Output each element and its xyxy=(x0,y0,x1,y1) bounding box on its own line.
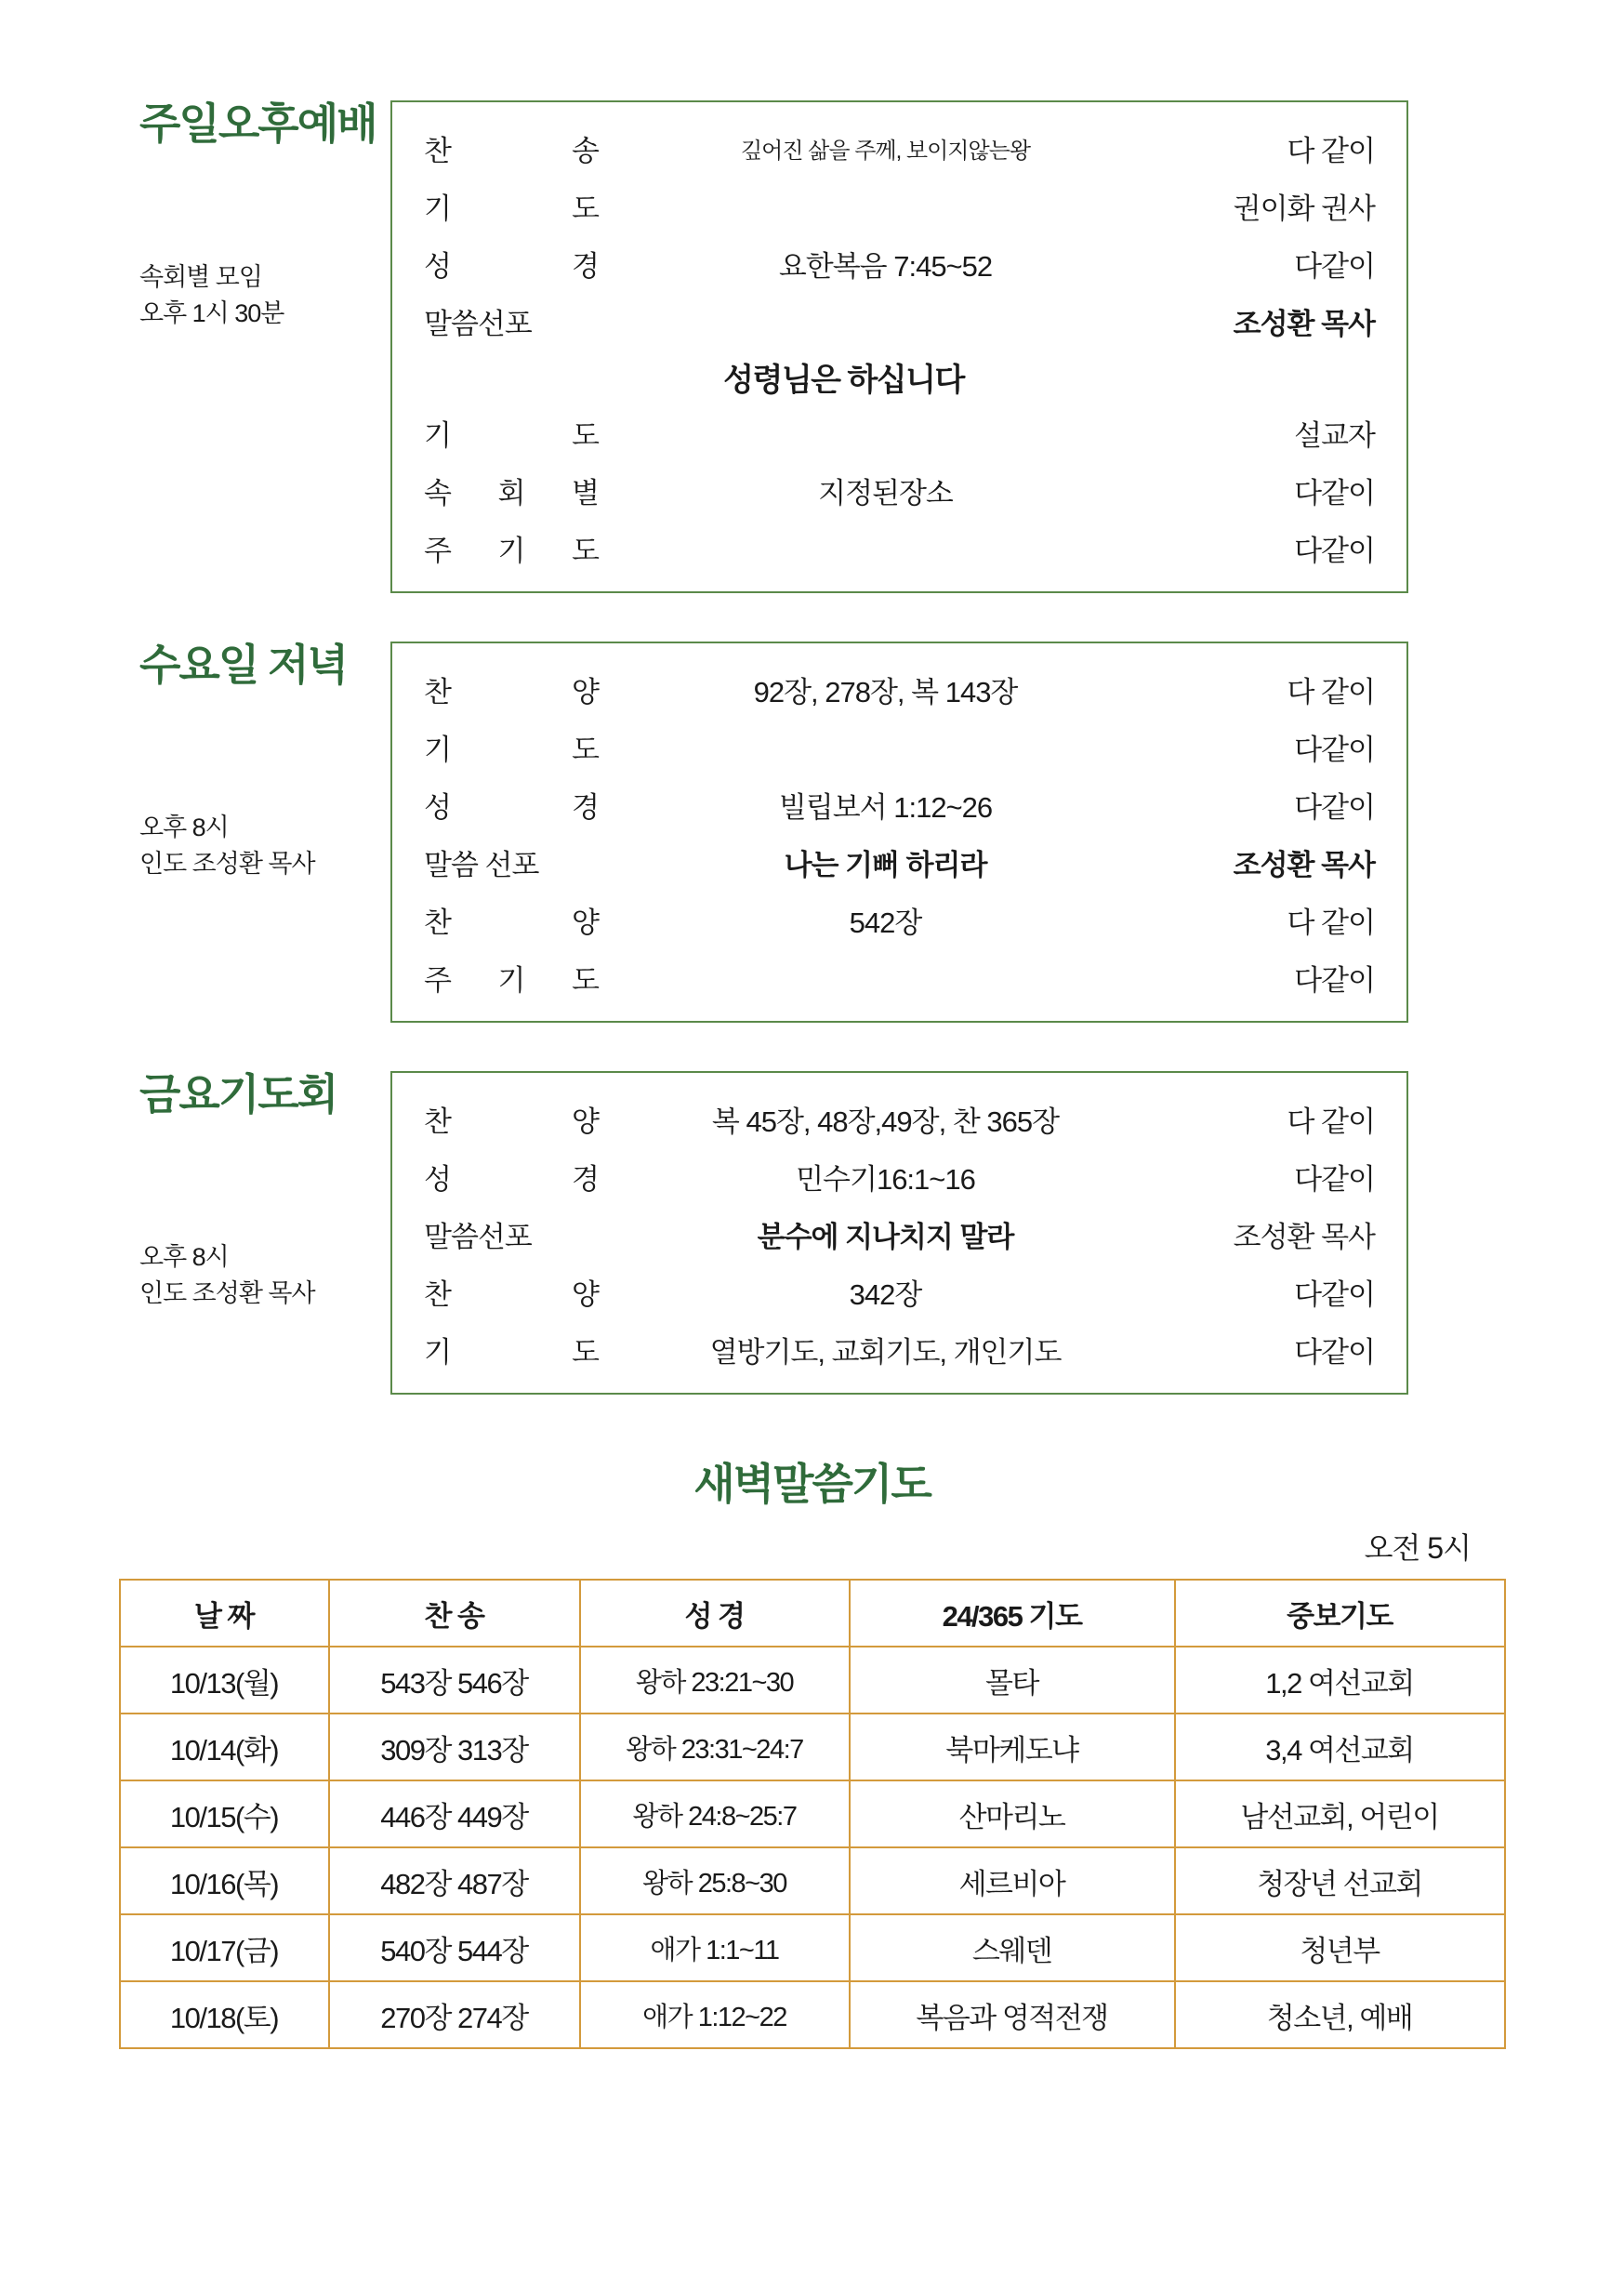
order-detail: 나는 기뻐 하리라 xyxy=(784,848,987,881)
order-row xyxy=(424,404,1375,461)
order-participant: 다같이 xyxy=(1294,790,1375,824)
order-detail: 요한복음 7:45~52 xyxy=(778,249,993,283)
order-label: 찬 송 xyxy=(424,134,599,167)
order-participant: 권이화 권사 xyxy=(1233,192,1375,225)
order-label: 성 경 xyxy=(424,1162,599,1196)
order-row xyxy=(424,234,1375,292)
column-header-24365-prayer: 24/365 기도 xyxy=(850,1580,1175,1647)
cell-intercessory-prayer: 3,4 여선교회 xyxy=(1175,1714,1505,1780)
cell-scripture: 왕하 23:21~30 xyxy=(580,1647,850,1714)
order-participant: 설교자 xyxy=(1294,418,1375,452)
order-row xyxy=(424,1090,1375,1147)
cell-24365-prayer: 세르비아 xyxy=(850,1847,1175,1914)
order-row xyxy=(424,292,1375,350)
table-row xyxy=(120,1647,1505,1714)
order-detail: 민수기16:1~16 xyxy=(796,1162,975,1196)
order-label: 말씀선포 xyxy=(424,1220,532,1253)
service-subtext xyxy=(139,1239,390,1312)
order-row xyxy=(424,119,1375,177)
service-subtext-line-1: 속회별 모임 xyxy=(139,262,262,291)
cell-intercessory-prayer: 1,2 여선교회 xyxy=(1175,1647,1505,1714)
column-header-date: 날 짜 xyxy=(120,1580,329,1647)
service-title: 금요기도회 xyxy=(139,1070,337,1118)
order-label: 찬 양 xyxy=(424,906,599,939)
cell-intercessory-prayer: 청장년 선교회 xyxy=(1175,1847,1505,1914)
cell-24365-prayer: 스웨덴 xyxy=(850,1914,1175,1981)
cell-scripture: 왕하 24:8~25:7 xyxy=(580,1780,850,1847)
dawn-prayer-table xyxy=(119,1579,1506,2049)
order-detail: 542장 xyxy=(849,906,922,939)
order-participant: 조성환 목사 xyxy=(1233,1220,1375,1253)
dawn-prayer-title: 새벽말씀기도 xyxy=(693,1460,931,1508)
table-row xyxy=(120,1981,1505,2048)
order-detail: 깊어진 삶을 주께, 보이지않는왕 xyxy=(740,138,1031,164)
column-header-hymn: 찬 송 xyxy=(329,1580,580,1647)
cell-intercessory-prayer: 청년부 xyxy=(1175,1914,1505,1981)
cell-scripture: 왕하 23:31~24:7 xyxy=(580,1714,850,1780)
order-label: 기 도 xyxy=(424,192,599,225)
service-left-wednesday-evening xyxy=(0,642,390,882)
order-label: 찬 양 xyxy=(424,1105,599,1138)
order-participant: 다 같이 xyxy=(1287,1105,1375,1138)
cell-intercessory-prayer: 남선교회, 어린이 xyxy=(1175,1780,1505,1847)
order-label: 찬 양 xyxy=(424,675,599,708)
service-subtext-line-2: 인도 조성환 목사 xyxy=(139,1278,315,1307)
service-subtext-line-2: 인도 조성환 목사 xyxy=(139,849,315,878)
cell-hymn: 482장 487장 xyxy=(329,1847,580,1914)
order-participant: 다 같이 xyxy=(1287,906,1375,939)
order-row xyxy=(424,461,1375,519)
service-block-sunday-afternoon xyxy=(0,100,1624,593)
service-order-box xyxy=(390,642,1408,1023)
cell-date: 10/17(금) xyxy=(120,1914,329,1981)
order-participant: 다 같이 xyxy=(1287,675,1375,708)
order-row xyxy=(424,1263,1375,1320)
cell-intercessory-prayer: 청소년, 예배 xyxy=(1175,1981,1505,2048)
order-participant: 다같이 xyxy=(1294,249,1375,283)
order-detail: 342장 xyxy=(849,1277,922,1311)
order-participant: 다같이 xyxy=(1294,1162,1375,1196)
cell-24365-prayer: 산마리노 xyxy=(850,1780,1175,1847)
service-title: 수요일 저녁 xyxy=(139,641,347,689)
cell-hymn: 540장 544장 xyxy=(329,1914,580,1981)
column-header-intercessory-prayer: 중보기도 xyxy=(1175,1580,1505,1647)
cell-hymn: 309장 313장 xyxy=(329,1714,580,1780)
cell-24365-prayer: 북마케도냐 xyxy=(850,1714,1175,1780)
order-label: 성 경 xyxy=(424,249,599,283)
order-detail: 분수에 지나치지 말라 xyxy=(757,1220,1014,1253)
order-row xyxy=(424,1205,1375,1263)
service-subtext-line-1: 오후 8시 xyxy=(139,813,229,841)
cell-24365-prayer: 복음과 영적전쟁 xyxy=(850,1981,1175,2048)
order-detail: 지정된장소 xyxy=(818,476,953,509)
service-block-friday-prayer xyxy=(0,1071,1624,1395)
service-subtext xyxy=(139,259,390,332)
service-title: 주일오후예배 xyxy=(139,99,376,148)
order-row xyxy=(424,519,1375,576)
order-detail: 92장, 278장, 복 143장 xyxy=(753,675,1018,708)
order-participant: 조성환 목사 xyxy=(1233,307,1375,340)
cell-date: 10/18(토) xyxy=(120,1981,329,2048)
cell-hymn: 446장 449장 xyxy=(329,1780,580,1847)
order-label: 말씀 선포 xyxy=(424,848,539,881)
table-row xyxy=(120,1714,1505,1780)
cell-hymn: 543장 546장 xyxy=(329,1647,580,1714)
order-row xyxy=(424,948,1375,1006)
order-label: 기 도 xyxy=(424,1335,599,1369)
cell-date: 10/16(목) xyxy=(120,1847,329,1914)
cell-scripture: 왕하 25:8~30 xyxy=(580,1847,850,1914)
service-subtext xyxy=(139,810,390,882)
order-participant: 조성환 목사 xyxy=(1233,848,1375,881)
order-label: 주 기 도 xyxy=(424,534,599,567)
table-row xyxy=(120,1914,1505,1981)
order-row xyxy=(424,660,1375,718)
service-left-friday-prayer xyxy=(0,1071,390,1312)
order-row xyxy=(424,718,1375,775)
order-label: 성 경 xyxy=(424,790,599,824)
order-participant: 다같이 xyxy=(1294,963,1375,997)
order-detail: 복 45장, 48장,49장, 찬 365장 xyxy=(711,1105,1060,1138)
order-detail: 열방기도, 교회기도, 개인기도 xyxy=(709,1335,1062,1369)
order-label: 기 도 xyxy=(424,733,599,766)
order-label: 기 도 xyxy=(424,418,599,452)
cell-date: 10/14(화) xyxy=(120,1714,329,1780)
order-participant: 다 같이 xyxy=(1287,134,1375,167)
order-participant: 다같이 xyxy=(1294,1335,1375,1369)
dawn-prayer-time: 오전 5시 xyxy=(1364,1531,1471,1565)
sermon-title: 성령님은 하십니다 xyxy=(723,362,964,398)
order-detail: 빌립보서 1:12~26 xyxy=(778,790,993,824)
order-participant: 다같이 xyxy=(1294,733,1375,766)
table-row xyxy=(120,1847,1505,1914)
table-header-row xyxy=(120,1580,1505,1647)
cell-hymn: 270장 274장 xyxy=(329,1981,580,2048)
cell-24365-prayer: 몰타 xyxy=(850,1647,1175,1714)
service-subtext-line-2: 오후 1시 30분 xyxy=(139,298,284,327)
cell-date: 10/13(월) xyxy=(120,1647,329,1714)
order-row xyxy=(424,177,1375,234)
cell-scripture: 애가 1:12~22 xyxy=(580,1981,850,2048)
service-block-wednesday-evening xyxy=(0,642,1624,1023)
service-left-sunday-afternoon xyxy=(0,100,390,332)
order-label: 찬 양 xyxy=(424,1277,599,1311)
order-label: 주 기 도 xyxy=(424,963,599,997)
service-subtext-line-1: 오후 8시 xyxy=(139,1242,229,1271)
order-participant: 다같이 xyxy=(1294,534,1375,567)
order-row xyxy=(424,833,1375,891)
column-header-scripture: 성 경 xyxy=(580,1580,850,1647)
cell-scripture: 애가 1:1~11 xyxy=(580,1914,850,1981)
service-order-box xyxy=(390,100,1408,593)
table-row xyxy=(120,1780,1505,1847)
order-label: 속 회 별 xyxy=(424,476,599,509)
order-row xyxy=(424,775,1375,833)
order-row xyxy=(424,1147,1375,1205)
order-row xyxy=(424,1320,1375,1378)
cell-date: 10/15(수) xyxy=(120,1780,329,1847)
order-participant: 다같이 xyxy=(1294,476,1375,509)
order-participant: 다같이 xyxy=(1294,1277,1375,1311)
service-order-box xyxy=(390,1071,1408,1395)
order-label: 말씀선포 xyxy=(424,307,532,340)
order-row xyxy=(424,891,1375,948)
